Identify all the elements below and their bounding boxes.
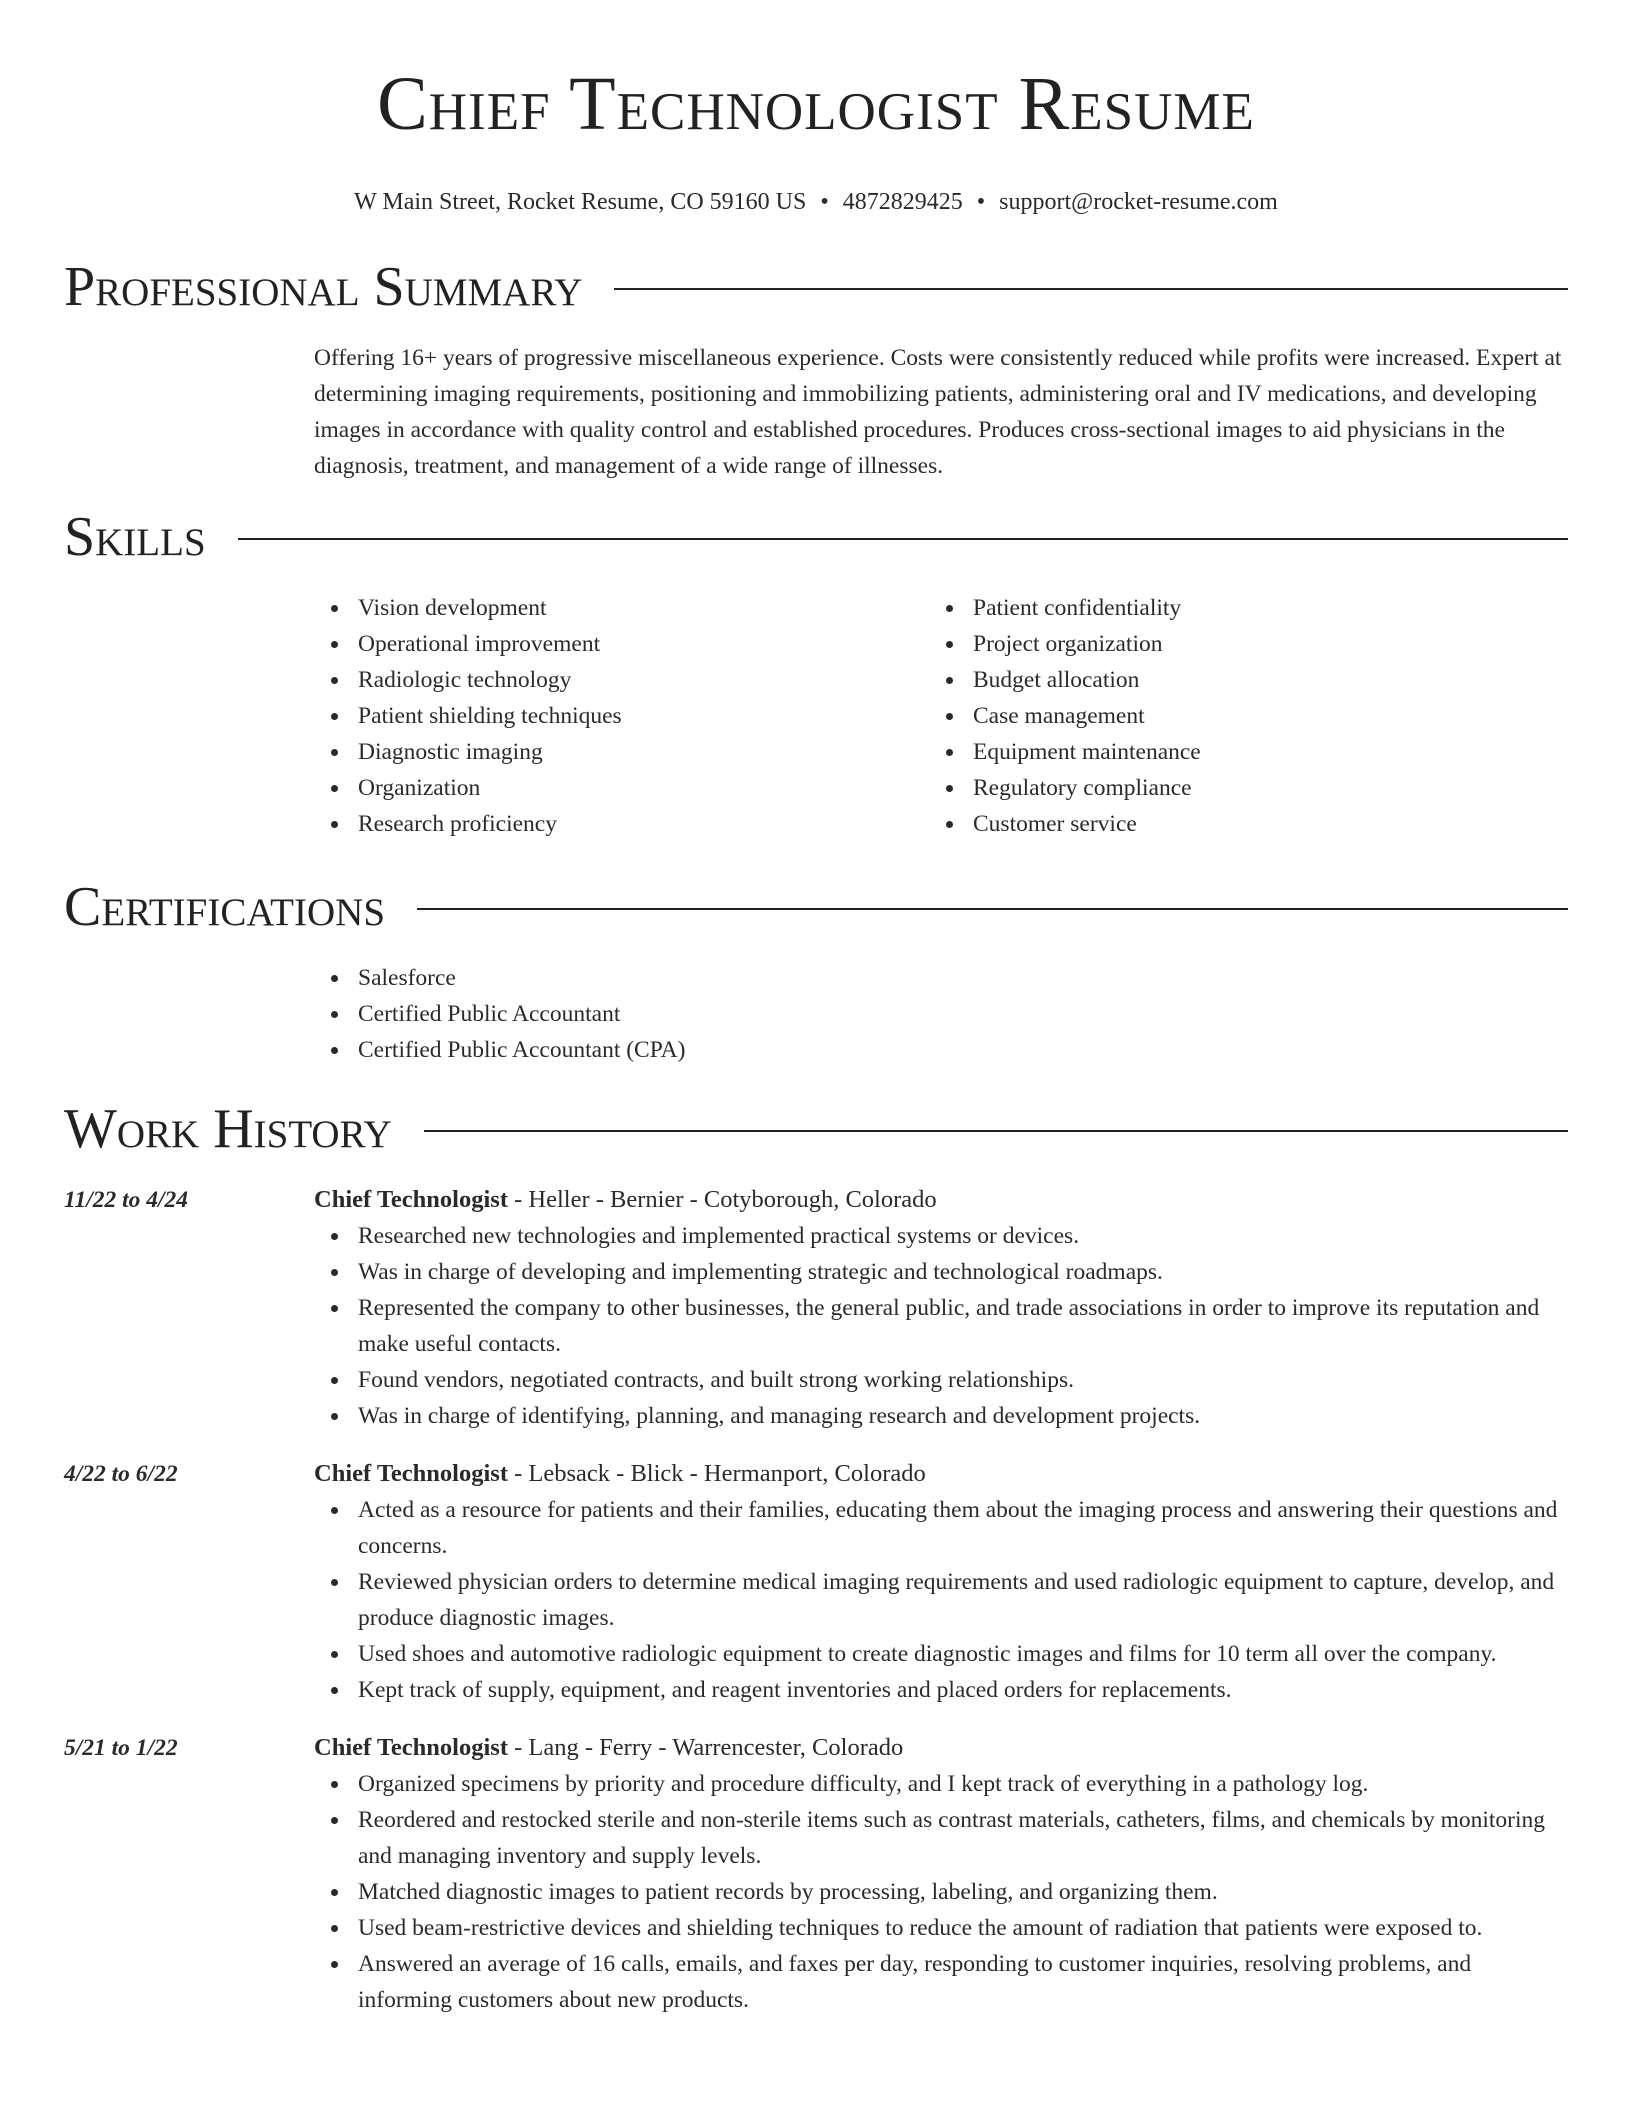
job-details <box>314 1730 1568 2018</box>
skills-column-right <box>929 590 1544 842</box>
job-bullet: Represented the company to other businesses, the general public, and trade associations in order to improve its reputation and make useful contacts. <box>358 1290 1568 1362</box>
certifications-block <box>314 960 1568 1068</box>
contact-line <box>64 186 1568 218</box>
job-bullet: Reviewed physician orders to determine medical imaging requirements and used radiologic equipment to capture, develop, and produce diagnostic images. <box>358 1564 1568 1636</box>
skill-item: Patient shielding techniques <box>358 698 929 734</box>
job-heading <box>314 1456 1568 1492</box>
certification-item: Salesforce <box>358 960 1568 996</box>
skills-section-title: Skills <box>64 506 206 568</box>
job-bullet: Acted as a resource for patients and their families, educating them about the imaging process and answering their questions and concerns. <box>358 1492 1568 1564</box>
job-title: Chief Technologist <box>314 1186 508 1213</box>
job-entry <box>64 1730 1568 2018</box>
contact-separator: • <box>820 189 829 215</box>
job-details <box>314 1182 1568 1434</box>
job-bullet: Matched diagnostic images to patient records by processing, labeling, and organizing them. <box>358 1874 1568 1910</box>
work-section-title: Work History <box>64 1098 392 1160</box>
job-bullet: Reordered and restocked sterile and non-sterile items such as contrast materials, catheters, films, and chemicals by monitoring and managing inventory and supply levels. <box>358 1802 1568 1874</box>
certifications-section-title: Certifications <box>64 876 386 938</box>
job-employer-location: - Lebsack - Blick - Hermanport, Colorado <box>508 1460 926 1487</box>
skill-item: Organization <box>358 770 929 806</box>
section-divider <box>424 1130 1568 1132</box>
job-details <box>314 1456 1568 1708</box>
summary-text: Offering 16+ years of progressive miscellaneous experience. Costs were consistently reduced while profits were increased. Expert at determining imaging requirements, positioning and immobilizing patients, administering oral and IV medications, and developing images in accordance with quality control and established procedures. Produces cross-sectional images to aid physicians in the diagnosis, treatment, and management of a wide range of illnesses. <box>314 345 1562 479</box>
skills-list-left <box>314 590 929 842</box>
skill-item: Operational improvement <box>358 626 929 662</box>
job-entry <box>64 1456 1568 1708</box>
job-bullets <box>314 1766 1568 2018</box>
skill-item: Case management <box>973 698 1544 734</box>
skill-item: Equipment maintenance <box>973 734 1544 770</box>
skill-item: Vision development <box>358 590 929 626</box>
job-bullets <box>314 1218 1568 1434</box>
skill-item: Patient confidentiality <box>973 590 1544 626</box>
job-title: Chief Technologist <box>314 1734 508 1761</box>
job-bullet: Used beam-restrictive devices and shielding techniques to reduce the amount of radiation that patients were exposed to. <box>358 1910 1568 1946</box>
job-bullet: Used shoes and automotive radiologic equipment to create diagnostic images and films for 10 term all over the company. <box>358 1636 1568 1672</box>
skills-section-header <box>64 502 1568 572</box>
job-bullets <box>314 1492 1568 1708</box>
certifications-list <box>314 960 1568 1068</box>
job-dates: 11/22 to 4/24 <box>64 1187 189 1213</box>
job-bullet: Found vendors, negotiated contracts, and built strong working relationships. <box>358 1362 1568 1398</box>
job-employer-location: - Heller - Bernier - Cotyborough, Colorado <box>508 1186 937 1213</box>
section-divider <box>417 908 1568 910</box>
job-bullet: Kept track of supply, equipment, and reagent inventories and placed orders for replacements. <box>358 1672 1568 1708</box>
skill-item: Radiologic technology <box>358 662 929 698</box>
summary-section-title: Professional Summary <box>64 256 583 318</box>
skill-item: Customer service <box>973 806 1544 842</box>
job-bullet: Was in charge of identifying, planning, and managing research and development projects. <box>358 1398 1568 1434</box>
skill-item: Budget allocation <box>973 662 1544 698</box>
job-entry <box>64 1182 1568 1434</box>
section-divider <box>238 538 1568 540</box>
job-bullet: Researched new technologies and implemented practical systems or devices. <box>358 1218 1568 1254</box>
contact-address: W Main Street, Rocket Resume, CO 59160 US <box>354 189 807 215</box>
contact-separator: • <box>976 189 986 215</box>
work-section-header <box>64 1094 1568 1164</box>
skill-item: Regulatory compliance <box>973 770 1544 806</box>
skills-grid <box>314 590 1568 842</box>
skill-item: Diagnostic imaging <box>358 734 929 770</box>
job-heading <box>314 1182 1568 1218</box>
resume-title: Chief Technologist Resume <box>377 62 1255 146</box>
job-bullet: Answered an average of 16 calls, emails, and faxes per day, responding to customer inquiries, resolving problems, and informing customers about new products. <box>358 1946 1568 2018</box>
certifications-section-header <box>64 872 1568 942</box>
contact-email: support@rocket-resume.com <box>999 189 1278 215</box>
skill-item: Research proficiency <box>358 806 929 842</box>
job-employer-location: - Lang - Ferry - Warrencester, Colorado <box>508 1734 904 1761</box>
section-divider <box>614 288 1568 290</box>
certification-item: Certified Public Accountant (CPA) <box>358 1032 1568 1068</box>
work-history <box>64 1182 1568 2018</box>
skill-item: Project organization <box>973 626 1544 662</box>
skills-column-left <box>314 590 929 842</box>
certification-item: Certified Public Accountant <box>358 996 1568 1032</box>
summary-section-header <box>64 252 1568 322</box>
job-heading <box>314 1730 1568 1766</box>
skills-list-right <box>929 590 1544 842</box>
contact-phone: 4872829425 <box>842 189 963 215</box>
job-bullet: Organized specimens by priority and procedure difficulty, and I kept track of everything in a pathology log. <box>358 1766 1568 1802</box>
job-bullet: Was in charge of developing and implementing strategic and technological roadmaps. <box>358 1254 1568 1290</box>
job-dates: 4/22 to 6/22 <box>64 1461 178 1487</box>
job-dates: 5/21 to 1/22 <box>64 1735 178 1761</box>
job-title: Chief Technologist <box>314 1460 508 1487</box>
